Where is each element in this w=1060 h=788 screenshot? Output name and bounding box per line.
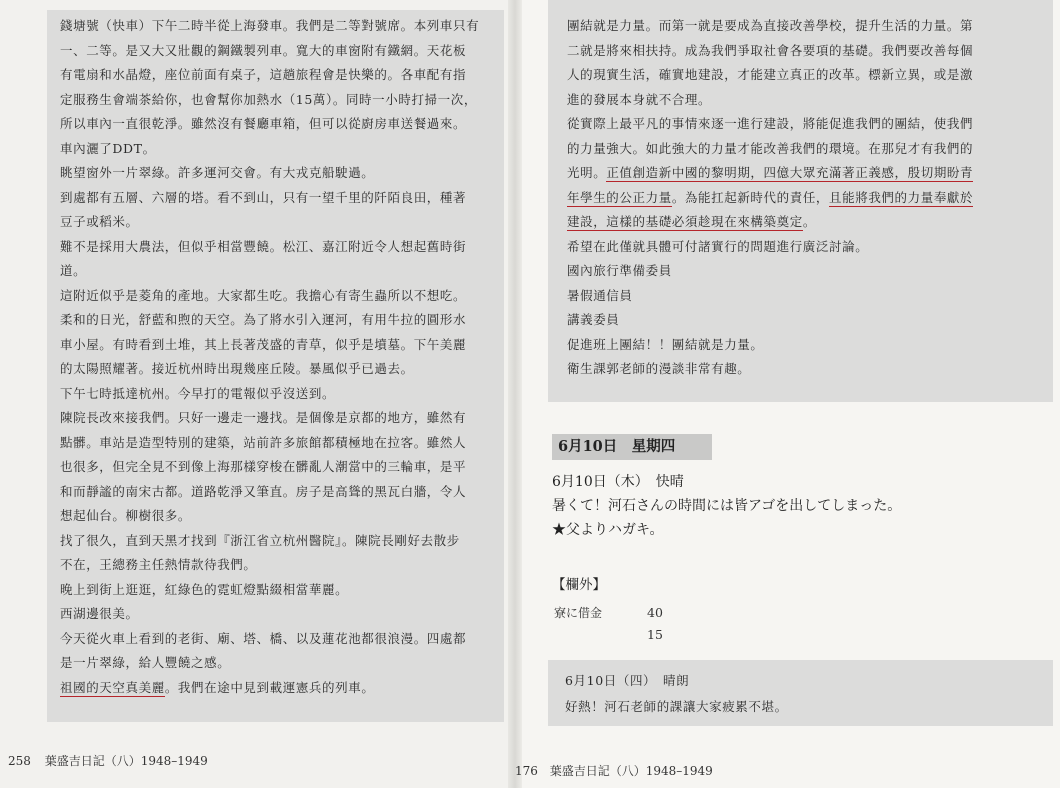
diary-line: 不在，王總務主任熱情款待我們。 bbox=[60, 557, 257, 572]
ledger-values bbox=[647, 602, 663, 646]
diary-line: 一、二等。是又大又壯觀的鋼鐵製列車。寬大的車窗附有鐵網。天花板 bbox=[60, 42, 467, 58]
diary-line: 晚上到街上逛逛，紅綠色的霓虹燈點綴相當華麗。 bbox=[60, 581, 349, 597]
right-diary-text bbox=[567, 14, 1047, 382]
left-footer bbox=[8, 752, 208, 769]
translation-line: 6月10日（四） 晴朗 bbox=[565, 673, 690, 688]
diary-line: 暑假通信員 bbox=[567, 287, 633, 303]
japanese-original-entry bbox=[552, 470, 1032, 542]
diary-line: 車內灑了DDT。 bbox=[60, 140, 156, 156]
diary-line: 西湖邊很美。 bbox=[60, 606, 139, 621]
diary-line: 有電扇和水晶燈，座位前面有桌子，這趟旅程會是快樂的。各車配有指 bbox=[60, 67, 467, 82]
diary-line: 所以車內一直很乾淨。雖然沒有餐廳車箱，但可以從廚房車送餐過來。 bbox=[60, 116, 467, 131]
diary-line: 人的現實生活，確實地建設，才能建立真正的改革。標新立異，或是激 bbox=[567, 67, 974, 82]
page-number: 258 bbox=[8, 754, 31, 768]
diary-line: 國內旅行準備委員 bbox=[567, 263, 672, 278]
diary-line: 團結就是力量。而第一就是要成為直接改善學校，提升生活的力量。第 bbox=[567, 18, 974, 33]
translation-line: 好熱！河石老師的課讓大家疲累不堪。 bbox=[565, 699, 788, 714]
diary-line: 是一片翠綠，給人豐饒之感。 bbox=[60, 655, 231, 670]
diary-line: 和而靜謐的南宋古都。道路乾淨又筆直。房子是高聳的黑瓦白牆，令人 bbox=[60, 483, 467, 499]
diary-line: 希望在此僅就具體可付諸實行的問題進行廣泛討論。 bbox=[567, 238, 869, 254]
diary-line: 的力量強大。如此強大的力量才能改善我們的環境。在那兒才有我們的 bbox=[567, 140, 974, 156]
diary-line: 錢塘號（快車）下午二時半從上海發車。我們是二等對號席。本列車只有 bbox=[60, 18, 480, 33]
japanese-line: ★父よりハガキ。 bbox=[552, 522, 664, 538]
book-gutter bbox=[508, 0, 522, 788]
book-title: 葉盛吉日記（八）1948–1949 bbox=[44, 754, 208, 768]
diary-line: 道。 bbox=[60, 263, 87, 278]
red-underline-text: 正值創造新中國的黎明期，四億大眾充滿著正義感，殷切期盼青 bbox=[606, 165, 974, 180]
margin-notes-title: 【欄外】 bbox=[552, 577, 606, 593]
diary-line: 促進班上團結！！團結就是力量。 bbox=[567, 336, 764, 352]
ledger-value: 15 bbox=[647, 627, 663, 642]
diary-line: 講義委員 bbox=[567, 312, 620, 327]
underlined-line-2: 年學生的公正力量。為能扛起新時代的責任，且能將我們的力量奉獻於 bbox=[567, 189, 974, 205]
japanese-line: 暑くて！河石さんの時間には皆アゴを出してしまった。 bbox=[552, 498, 902, 514]
underlined-line-1: 光明。正值創造新中國的黎明期，四億大眾充滿著正義感，殷切期盼青 bbox=[567, 165, 974, 180]
diary-line: 的太陽照耀著。接近杭州時出現幾座丘陵。暴風似乎已過去。 bbox=[60, 361, 414, 376]
red-underline-text: 建設，這樣的基礎必須趁現在來構築奠定 bbox=[567, 214, 803, 229]
book-title: 葉盛吉日記（八）1948–1949 bbox=[549, 764, 713, 778]
right-footer bbox=[515, 762, 713, 779]
ledger-value: 40 bbox=[647, 605, 663, 620]
diary-line: 車小屋。有時看到土堆，其上長著茂盛的青草，似乎是墳墓。下午美麗 bbox=[60, 336, 467, 352]
diary-line: 豆子或稻米。 bbox=[60, 214, 139, 229]
underlined-line-3: 建設，這樣的基礎必須趁現在來構築奠定。 bbox=[567, 214, 816, 229]
diary-line: 難不是採用大農法，但似乎相當豐饒。松江、嘉江附近令人想起舊時街 bbox=[60, 238, 467, 254]
diary-line: 定服務生會端茶給你，也會幫你加熱水（15萬）。同時一小時打掃一次， bbox=[60, 91, 477, 107]
diary-line: 想起仙台。柳樹很多。 bbox=[60, 508, 192, 523]
diary-line: 下午七時抵達杭州。今早打的電報似乎沒送到。 bbox=[60, 385, 336, 401]
diary-line: 從實際上最平凡的事情來逐一進行建設，將能促進我們的團結，使我們 bbox=[567, 116, 974, 131]
diary-line: 到處都有五層、六層的塔。看不到山，只有一望千里的阡陌良田，種著 bbox=[60, 189, 467, 205]
diary-line: 二就是將來相扶持。成為我們爭取社會各要項的基礎。我們要改善每個 bbox=[567, 42, 974, 58]
diary-line: 今天從火車上看到的老街、廟、塔、橋、以及蓮花池都很浪漫。四處都 bbox=[60, 630, 467, 646]
red-underline-text: 且能將我們的力量奉獻於 bbox=[829, 189, 974, 205]
diary-line: 找了很久，直到天黑才找到『浙江省立杭州醫院』。陳院長剛好去散步 bbox=[60, 532, 460, 548]
date-heading: 6月10日 星期四 bbox=[552, 434, 712, 460]
japanese-line: 6月10日（木） 快晴 bbox=[552, 474, 684, 490]
page-number: 176 bbox=[515, 764, 538, 778]
diary-line: 也很多，但完全見不到像上海那樣穿梭在髒亂人潮當中的三輪車，是平 bbox=[60, 459, 467, 474]
red-underline-text: 年學生的公正力量 bbox=[567, 189, 672, 205]
ledger-label: 寮に借金 bbox=[554, 606, 603, 620]
diary-line: 這附近似乎是菱角的產地。大家都生吃。我擔心有寄生蟲所以不想吃。 bbox=[60, 287, 467, 303]
underlined-line: 祖國的天空真美麗。我們在途中見到載運憲兵的列車。 bbox=[60, 679, 375, 695]
red-underline-text: 祖國的天空真美麗 bbox=[60, 679, 165, 695]
diary-line: 陳院長改來接我們。只好一邊走一邊找。是個像是京都的地方，雖然有 bbox=[60, 410, 467, 425]
translation-entry bbox=[565, 668, 1045, 720]
diary-line: 衛生課郭老師的漫談非常有趣。 bbox=[567, 361, 751, 376]
diary-line: 眺望窗外一片翠綠。許多運河交會。有大戎克船駛過。 bbox=[60, 165, 375, 180]
diary-line: 進的發展本身就不合理。 bbox=[567, 91, 712, 107]
left-diary-text bbox=[60, 14, 500, 700]
diary-line: 點髒。車站是造型特別的建築，站前許多旅館都積極地在拉客。雖然人 bbox=[60, 434, 467, 450]
diary-line: 柔和的日光，舒藍和煦的天空。為了將水引入運河，有用牛拉的圓形水 bbox=[60, 312, 467, 327]
